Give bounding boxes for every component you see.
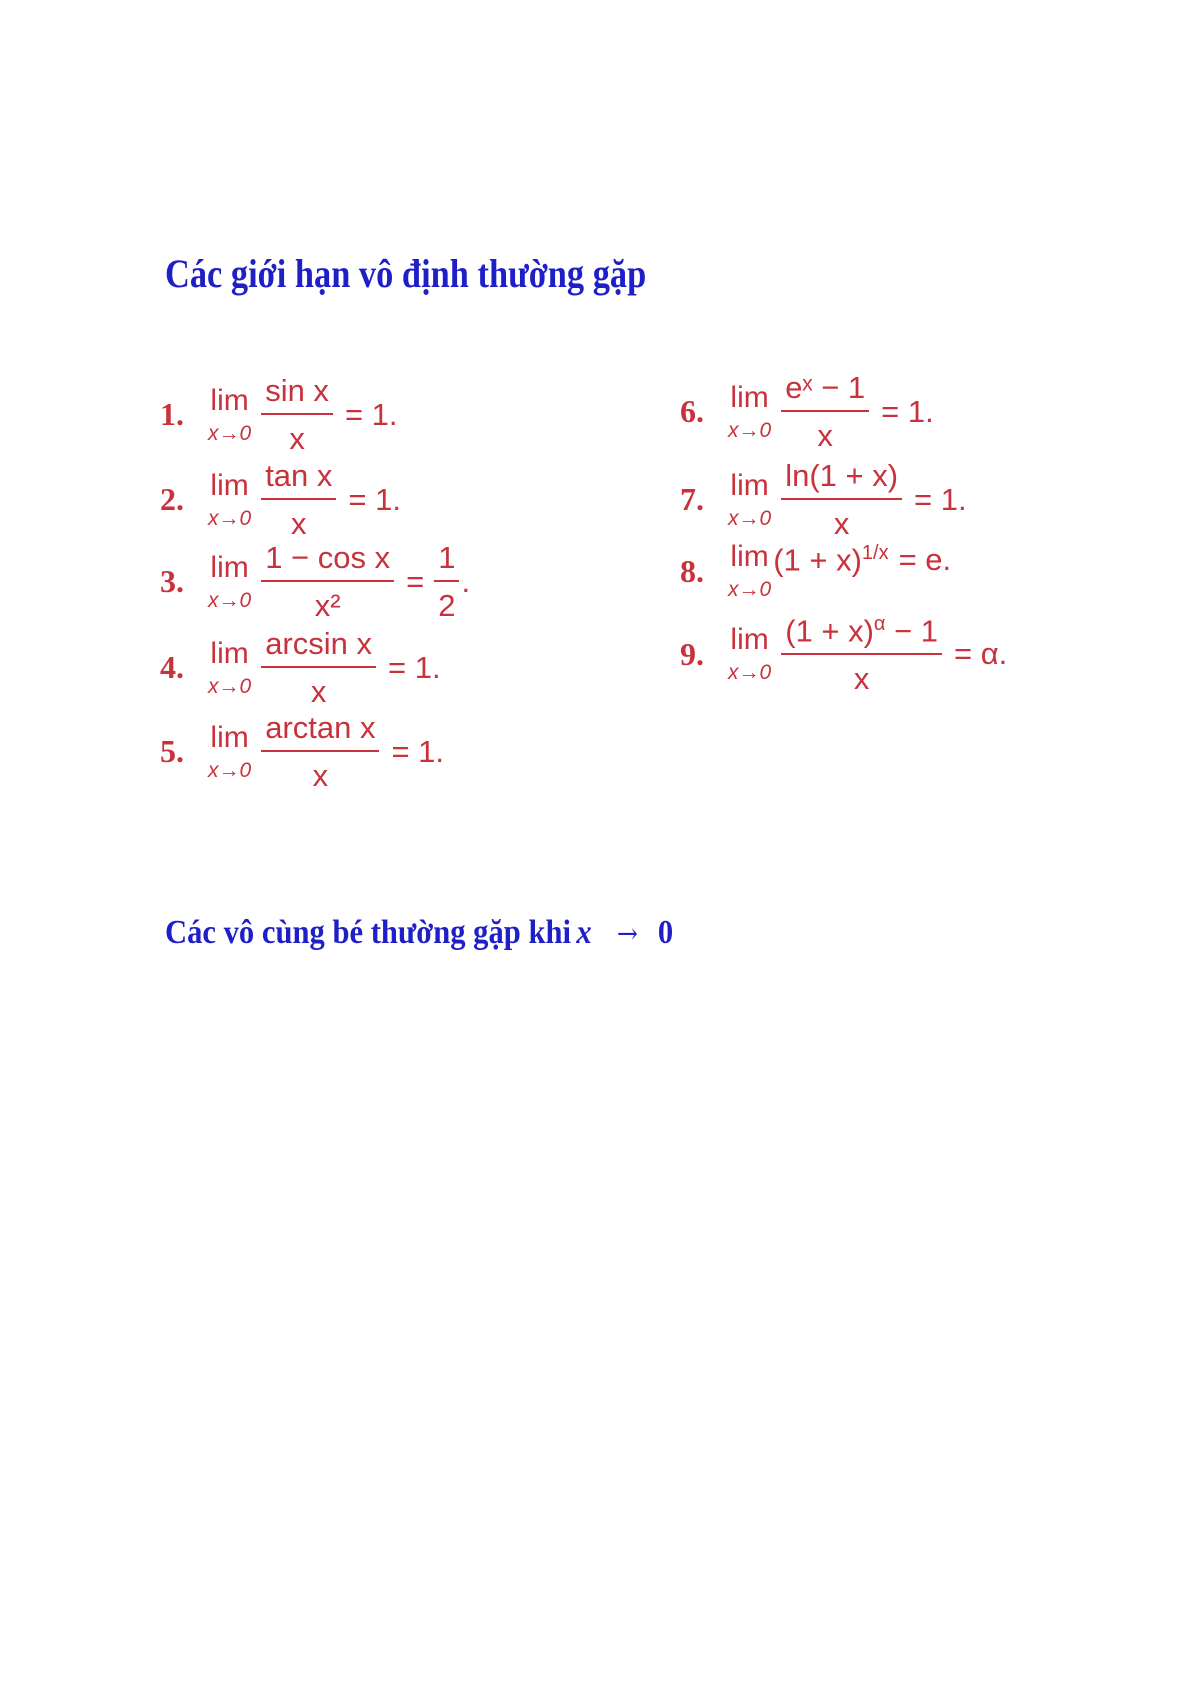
equals-sign: = xyxy=(406,563,425,599)
fraction xyxy=(781,613,942,697)
formula-number: 2. xyxy=(160,481,184,517)
denominator: x² xyxy=(314,588,341,623)
lim-subscript: x→0 xyxy=(728,418,772,442)
lim-subscript: x→0 xyxy=(208,421,252,445)
rhs-denominator: 2 xyxy=(438,588,456,623)
variable-x: x xyxy=(576,914,592,951)
formula-number: 4. xyxy=(160,649,184,685)
rhs-fraction xyxy=(434,542,459,621)
formula-number: 6. xyxy=(680,393,704,429)
numerator: eˣ − 1 xyxy=(785,370,866,405)
lim-subscript: x→0 xyxy=(208,588,252,612)
rhs-numerator: 1 xyxy=(438,540,456,575)
lim-label: lim xyxy=(210,720,249,754)
limit-operator xyxy=(728,625,771,683)
formula-number: 5. xyxy=(160,733,184,769)
formula-3 xyxy=(160,542,470,621)
formula-number: 1. xyxy=(160,396,184,432)
fraction xyxy=(781,460,902,539)
denominator: x xyxy=(817,418,833,453)
lim-label: lim xyxy=(730,540,769,573)
expression-base: (1 + x) xyxy=(773,542,862,578)
numerator: ln(1 + x) xyxy=(785,458,899,493)
lim-subscript: x→0 xyxy=(208,758,252,782)
exponent: 1/x xyxy=(861,542,889,564)
formula-4 xyxy=(160,628,441,707)
limit-operator xyxy=(728,380,772,442)
rhs: = 1. xyxy=(391,733,445,769)
numerator-tail: − 1 xyxy=(885,613,939,649)
lim-subscript: x→0 xyxy=(208,674,252,698)
target-zero: 0 xyxy=(657,914,674,951)
numerator: arctan x xyxy=(265,710,376,745)
formula-1 xyxy=(160,375,398,454)
lim-label: lim xyxy=(730,468,769,502)
lim-subscript: x→0 xyxy=(208,506,252,530)
fraction xyxy=(261,628,376,707)
numerator-exponent: α xyxy=(873,613,886,635)
limit-operator xyxy=(208,468,252,530)
lim-label: lim xyxy=(730,380,769,414)
rhs: = 1. xyxy=(914,481,967,517)
arrow-icon: → xyxy=(616,917,639,950)
period: . xyxy=(461,563,471,599)
fraction xyxy=(261,712,379,791)
limits-heading: Các giới hạn vô định thường gặp xyxy=(165,251,647,296)
infinitesimals-heading xyxy=(165,914,673,952)
numerator: tan x xyxy=(265,458,333,493)
limit-operator xyxy=(728,542,771,600)
expression xyxy=(773,542,951,578)
rhs: = 1. xyxy=(344,396,398,432)
limit-operator xyxy=(208,383,252,445)
lim-label: lim xyxy=(210,468,249,502)
denominator: x xyxy=(312,758,329,793)
formula-7 xyxy=(680,460,967,539)
limit-operator xyxy=(208,550,252,612)
limit-operator xyxy=(208,636,252,698)
lim-label: lim xyxy=(210,550,249,584)
fraction xyxy=(261,375,333,454)
denominator: x xyxy=(833,506,850,541)
rhs: = 1. xyxy=(348,481,401,517)
limit-operator xyxy=(728,468,772,530)
formula-6 xyxy=(680,372,934,451)
fraction xyxy=(261,460,336,539)
denominator: x xyxy=(853,661,870,697)
fraction xyxy=(781,372,869,451)
numerator: sin x xyxy=(265,373,329,408)
limit-operator xyxy=(208,720,252,782)
lim-subscript: x→0 xyxy=(728,578,772,601)
rhs: = α. xyxy=(954,636,1008,672)
heading-text: Các vô cùng bé thường gặp khi xyxy=(165,914,571,951)
formula-number: 9. xyxy=(680,635,704,672)
formula-2 xyxy=(160,460,401,539)
formula-number: 3. xyxy=(160,563,184,599)
rhs: = 1. xyxy=(881,393,934,429)
formula-9 xyxy=(680,613,1008,697)
lim-label: lim xyxy=(730,623,769,657)
formula-5 xyxy=(160,712,444,791)
denominator: x xyxy=(291,506,307,541)
formula-number: 7. xyxy=(680,481,704,517)
numerator: arcsin x xyxy=(265,626,372,661)
lim-label: lim xyxy=(210,636,249,670)
rhs: = e. xyxy=(898,542,952,578)
fraction xyxy=(261,542,394,621)
numerator xyxy=(781,613,942,649)
numerator: 1 − cos x xyxy=(265,540,391,575)
lim-subscript: x→0 xyxy=(728,506,772,530)
lim-subscript: x→0 xyxy=(728,661,772,685)
numerator-base: (1 + x) xyxy=(785,613,874,649)
denominator: x xyxy=(310,674,327,709)
rhs: = 1. xyxy=(388,649,441,685)
formula-number: 8. xyxy=(680,552,704,589)
denominator: x xyxy=(289,421,305,456)
formula-8 xyxy=(680,542,951,600)
lim-label: lim xyxy=(210,383,249,417)
